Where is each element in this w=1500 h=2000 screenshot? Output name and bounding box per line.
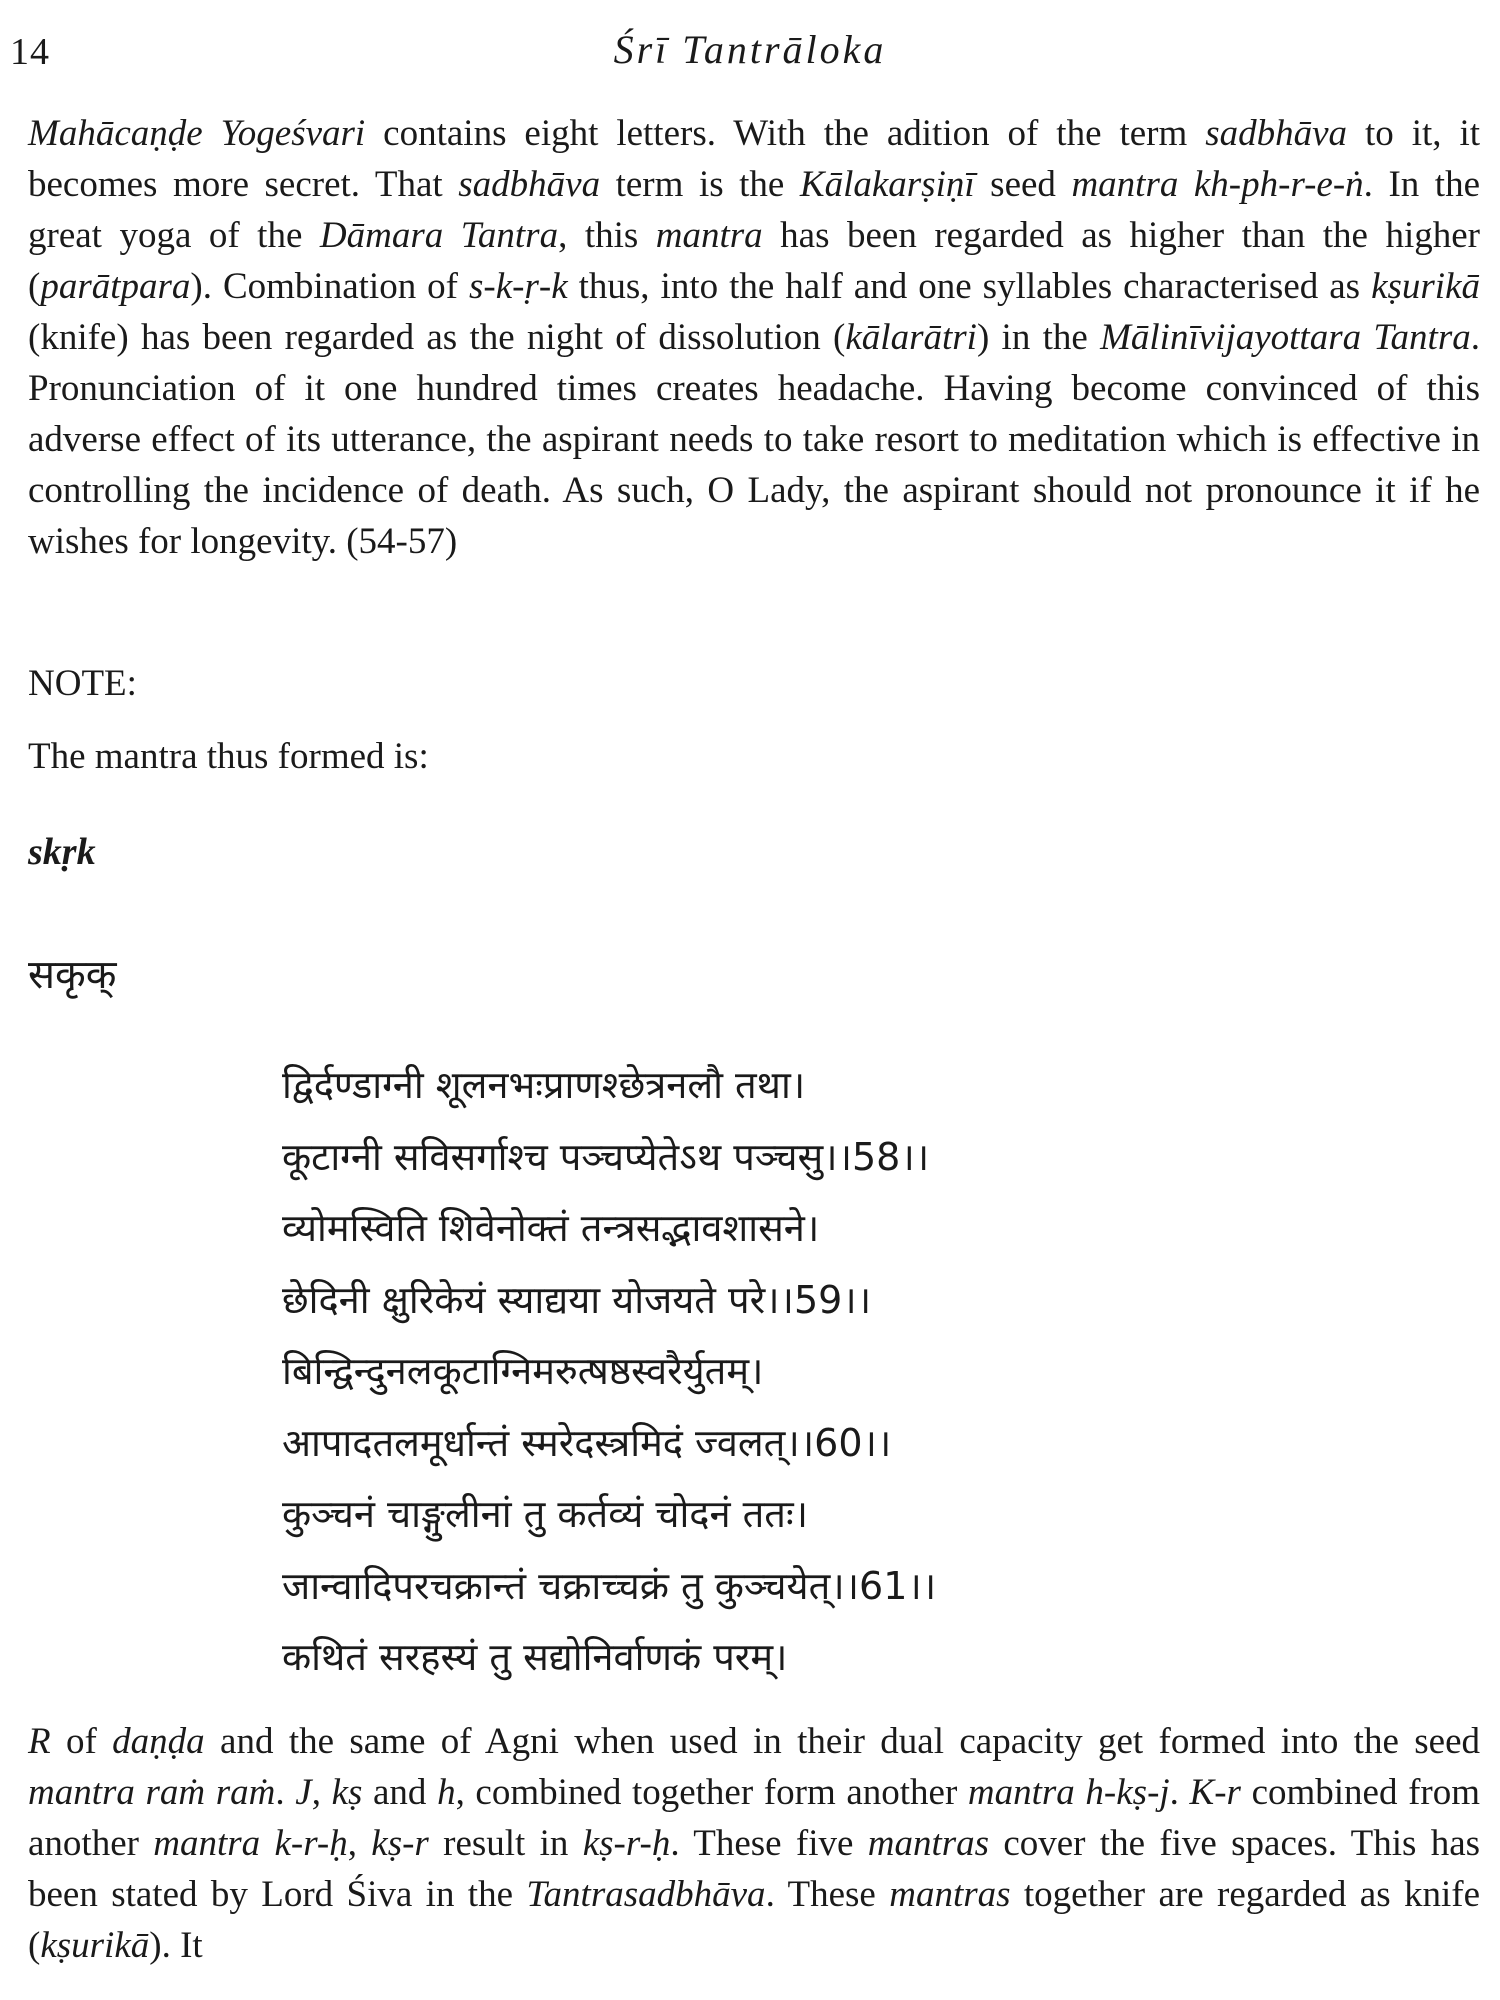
text-span: contains eight letters. With the adition of the term — [365, 113, 1206, 154]
text-span: R — [28, 1721, 51, 1762]
text-span: . These five — [670, 1823, 868, 1864]
text-span: mantras — [867, 1823, 990, 1864]
verse-line: आपादतलमूर्धान्तं स्मरेदस्त्रमिदं ज्वलत्।।60।। — [282, 1420, 892, 1465]
text-span: , — [347, 1823, 372, 1864]
text-span: combined from another — [28, 1772, 1481, 1864]
text-span: mantra — [655, 215, 763, 256]
text-span: Tantrasadbhāva — [526, 1874, 766, 1915]
text-span: daṇḍa — [112, 1721, 205, 1762]
text-span: mantra h-kṣ-j — [967, 1772, 1170, 1813]
sanskrit-verses — [282, 1050, 1182, 1694]
text-span: seed — [974, 164, 1072, 205]
running-title: Śrī Tantrāloka — [613, 27, 887, 72]
text-span: h — [437, 1772, 456, 1813]
text-span: kṣ-r-ḥ — [582, 1823, 671, 1864]
text-span: kṣ — [331, 1772, 363, 1813]
verse-line: कूटाग्नी सविसर्गाश्च पञ्चप्येतेऽथ पञ्चसु।।58।। — [282, 1134, 930, 1179]
text-span: kṣ-r — [371, 1823, 429, 1864]
verse-line: छेदिनी क्षुरिकेयं स्याद्यया योजयते परे।।59।। — [282, 1277, 872, 1322]
text-span: . In the great yoga of the — [28, 164, 1481, 256]
mantra-devanagari: सकृक् — [28, 952, 117, 998]
text-span: (knife) has been regarded as the night of dissolution ( — [28, 317, 846, 358]
paragraph-translation — [28, 108, 1480, 567]
paragraph-explanation — [28, 1716, 1480, 1971]
text-span: K-r — [1189, 1772, 1241, 1813]
text-span: . — [275, 1772, 296, 1813]
verse-line: बिन्द्विन्दुनलकूटाग्निमरुत्षष्ठस्वरैर्युतम्। — [282, 1349, 764, 1393]
text-span: , this — [558, 215, 656, 256]
text-span: term is the — [600, 164, 800, 205]
text-span: . Pronunciation of it one hundred times creates headache. Having become convinced of this adverse effect of its utterance, the aspirant needs to take resort to meditation which is effective in controlling the incidence of death. As such, O Lady, the aspirant should not pronounce it if he wishes for longevity. (54-57) — [28, 317, 1480, 562]
note-intro: The mantra thus formed is: — [28, 736, 429, 777]
verse-line: द्विर्दण्डाग्नी शूलनभःप्राणश्छेत्रनलौ तथा। — [282, 1063, 806, 1107]
text-span: result in — [428, 1823, 583, 1864]
text-span: thus, into the half and one syllables characterised as — [567, 266, 1372, 307]
text-span: . These — [765, 1874, 890, 1915]
text-span: mantra raṁ raṁ — [28, 1772, 276, 1813]
text-span: mantra kh-ph-r-e-ṅ — [1071, 164, 1364, 205]
text-span: parātpara — [40, 266, 191, 307]
mantra-transliteration: skṛk — [28, 831, 96, 873]
page-number: 14 — [10, 31, 50, 73]
verse-line: कथितं सरहस्यं तु सद्योनिर्वाणकं परम्। — [282, 1635, 788, 1679]
text-span: . — [1169, 1772, 1190, 1813]
text-span: Kālakarṣiṇī — [799, 164, 975, 205]
text-span: kṣurikā — [40, 1925, 150, 1966]
text-span: , — [311, 1772, 332, 1813]
text-span: and — [362, 1772, 438, 1813]
text-span: Dāmara Tantra — [319, 215, 559, 256]
text-span: mantras — [889, 1874, 1011, 1915]
text-span: Mālinīvijayottara Tantra — [1100, 317, 1471, 358]
verse-line: जान्वादिपरचक्रान्तं चक्राच्चक्रं तु कुञ्चयेत्।।61।। — [282, 1563, 937, 1608]
text-span: , combined together form another — [455, 1772, 968, 1813]
text-span: of — [50, 1721, 113, 1762]
text-span: ). Combination of — [190, 266, 470, 307]
page-header — [0, 22, 1500, 82]
text-span: sadbhāva — [1205, 113, 1348, 154]
text-span: mantra k-r-ḥ — [153, 1823, 348, 1864]
text-span: and the same of Agni when used in their dual capacity get formed into the seed — [204, 1721, 1480, 1762]
text-span: together are regarded as knife ( — [28, 1874, 1480, 1966]
text-span: s-k-ṛ-k — [469, 266, 568, 307]
text-span: to it, it becomes more secret. That — [28, 113, 1481, 205]
text-span: kālarātri — [845, 317, 977, 358]
text-span: sadbhāva — [458, 164, 601, 205]
text-span: cover the five spaces. This has been stated by Lord Śiva in the — [28, 1823, 1481, 1915]
text-span: kṣurikā — [1371, 266, 1480, 307]
verse-line: व्योमस्विति शिवेनोक्तं तन्त्रसद्भावशासने। — [282, 1206, 820, 1250]
text-span: J — [295, 1772, 312, 1813]
verse-line: कुञ्चनं चाङ्गुलीनां तु कर्तव्यं चोदनं ततः। — [282, 1492, 809, 1536]
text-span: Mahācaṇḍe Yogeśvari — [28, 113, 366, 154]
note-label: NOTE: — [28, 663, 137, 704]
text-span: ). It — [149, 1925, 203, 1966]
text-span: has been regarded as higher than the higher ( — [28, 215, 1480, 307]
text-span: ) in the — [976, 317, 1101, 358]
